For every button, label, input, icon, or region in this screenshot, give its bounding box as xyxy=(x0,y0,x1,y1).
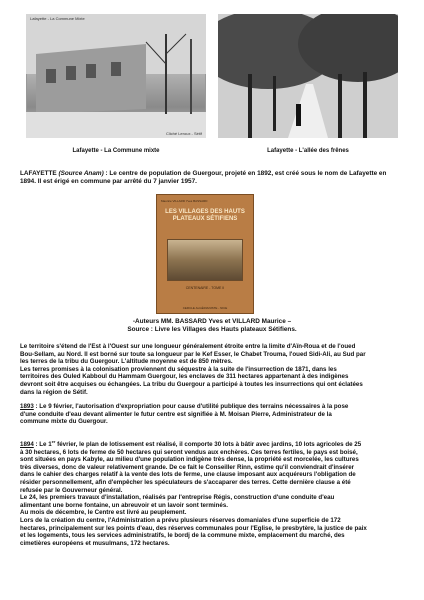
territory-paragraph xyxy=(20,343,404,396)
avenue-photo-illustration xyxy=(218,14,398,138)
photo-commune-mixte xyxy=(26,14,206,138)
text-line: Les terres promises à la colonisation proviennent du séquestre à la suite de l'insurrection de 1871, dans les xyxy=(20,365,337,373)
text-line: territoires des Ouled Kabboul du Hammam Guergour, les enclaves de 311 hectares appartenant à des indigènes xyxy=(20,373,349,381)
text-line-prefix: : Le 1 xyxy=(33,441,52,449)
text-line: Le territoire s'étend de l'Est à l'Ouest sur une longueur généralement étroite entre la limite d'Aïn-Roua et de l'oued xyxy=(20,343,356,350)
building-photo-illustration xyxy=(26,14,206,138)
photo-allee-des-frenes xyxy=(218,14,398,138)
text-line: dans le cahier des charges relatif à la vente des lots de ferme, une clause imposant aux acquéreurs l'obligation de xyxy=(20,471,356,479)
text-line: d'une conduite d'eau devant alimenter le futur centre est signifiée à M. Moisan Pierre, Administrateur de la xyxy=(20,410,332,418)
intro-paragraph xyxy=(20,170,404,186)
text-line xyxy=(20,403,404,411)
book-authors: Maurice VILLARD Yves BASSARD xyxy=(161,199,208,203)
text-line: devront soit être acquises ou échangées. La tribu du Guergour a participé à toutes les insurrections qui ont éclatées xyxy=(20,380,363,388)
text-line: hectares, principalement sur les points d'eau, des réserves communales pour l'Eglise, le presbytère, la justice de paix xyxy=(20,524,367,532)
text-line xyxy=(20,438,404,449)
book-publisher: CERCLE ALGÉRIANISTE - NICE xyxy=(182,306,228,310)
book-cover-image xyxy=(156,194,254,314)
text-line: refusée par le Gouverneur général. xyxy=(20,486,123,494)
text-line: résider personnellement, afin d'empêcher les spéculateurs de s'accaparer des terres. Cette dernière clause a été xyxy=(20,479,351,487)
photo-print-caption: Lafayette - La Commune Mixte xyxy=(30,16,85,21)
text-line: très diverses, donc de valeur relativement grande. De ce fait le Conseiller Rinn, estime qu'il conviendrait d'insérer xyxy=(20,463,355,471)
source-authors: -Auteurs MM. BASSARD Yves et VILLARD Maurice – xyxy=(132,318,292,325)
text-line: Bou-Sellam, au Nord. Il est borné sur toute sa longueur par le Kef Esser, le Chabet Trouma, l'oued Sidi-Ali, au Sud par xyxy=(20,350,366,358)
source-reference: Source : Livre les Villages des Hauts plateaux Sétifiens. xyxy=(127,326,297,333)
text-line: les terres de la tribu du Guergour. L'altitude moyenne est de 850 mètres. xyxy=(20,358,233,366)
photo-caption: Lafayette - La Commune mixte xyxy=(72,148,160,154)
text-line: alimentant une borne fontaine, un abreuvoir et un lavoir sont terminés. xyxy=(20,501,229,509)
book-title: LES VILLAGES DES HAUTS PLATEAUX SÉTIFIENS xyxy=(165,209,245,222)
ordinal-suffix: er xyxy=(51,439,56,444)
intro-text: : Le centre de population de Guergour, projeté en 1892, est créé sous le nom de Lafayette en 1894. Il est érigé en commune par arrêté du 7 janvier 1957. xyxy=(20,170,387,185)
text-line: Lors de la création du centre, l'Administration a prévu plusieurs réserves domaniales d'une superficie de 172 xyxy=(20,517,341,524)
place-name: LAFAYETTE xyxy=(20,170,57,177)
paragraph-1894 xyxy=(20,438,404,547)
paragraph-1893 xyxy=(20,403,404,426)
text-line: Le 24, les premiers travaux d'installation, réalisés par l'entreprise Régis, construction d'une conduite d'eau xyxy=(20,494,335,502)
text-line-content: : Le 9 février, l'autorisation d'expropriation pour cause d'utilité publique des terrains nécessaires à la pose xyxy=(33,403,349,410)
text-line-content: février, le plan de lotissement est réalisé, il comporte 30 lots à bâtir avec jardins, 10 lots agricoles de 25 xyxy=(55,441,362,449)
text-line: commune mixte du Guergour. xyxy=(20,418,108,426)
photo-caption: Lafayette - L'allée des frênes xyxy=(267,148,349,154)
text-line: et les logements, tous les services administratifs, le bordj de la commune mixte, emplacement du marché, des xyxy=(20,532,345,540)
photo-print-credit: Cliché Leroux - Sétif xyxy=(165,131,202,136)
text-line: cimetières européens et musulmans, 172 hectares. xyxy=(20,539,170,547)
year-label: 1893 xyxy=(20,403,34,410)
source-block xyxy=(20,318,404,334)
text-line: à 30 hectares, 6 lots de ferme de 50 hectares qui seront vendus aux enchères. Ces terres fertiles, le pays est boisé, xyxy=(20,448,358,456)
book-cover-photo xyxy=(167,239,243,281)
source-note: (Source Anam) xyxy=(58,170,104,177)
text-line: Au mois de décembre, le Centre est livré au peuplement. xyxy=(20,509,187,517)
book-volume: CENTENAIRE - TOME II xyxy=(185,286,225,290)
text-line: dans la région de Sétif. xyxy=(20,388,88,396)
text-line: sont situées en pays Kabyle, au milieu d'une population indigène très dense, la propriété est morcelée, les cultures xyxy=(20,456,359,464)
year-label: 1894 xyxy=(20,441,34,449)
